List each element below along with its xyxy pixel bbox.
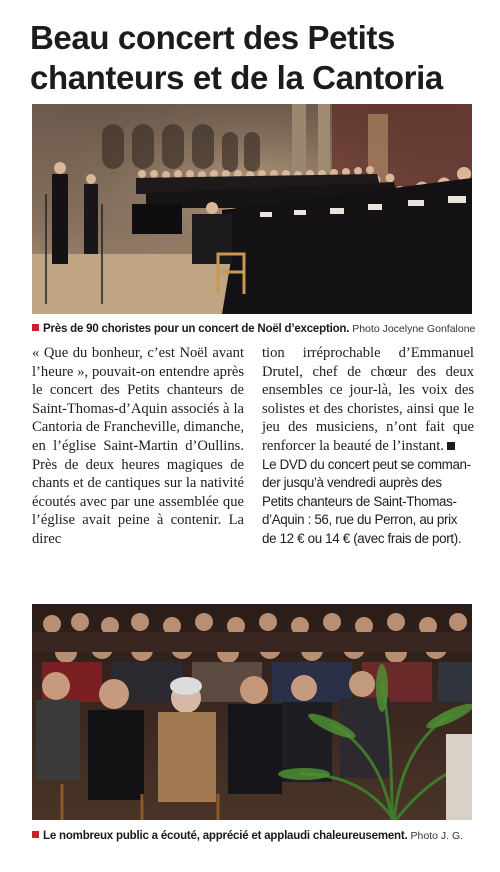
dvd-note: Le DVD du concert peut se commander jusqu’à vendredi auprès des Petits chanteurs de Saint-Thomas-d’Aquin : 56, rue du Perron, au prix de 12 € ou 14 € (avec frais de port). <box>262 456 472 546</box>
photo-caption-audience <box>32 829 477 843</box>
caption-text: Le nombreux public a écouté, apprécié et applaudi chaleureusement. <box>43 830 408 842</box>
headline-line-2: chanteurs et de la Cantoria <box>30 59 443 96</box>
article-column-right <box>262 344 474 549</box>
concert-photo <box>32 104 472 314</box>
headline-line-1: Beau concert des Petits <box>30 19 395 56</box>
article-column-left <box>32 344 244 549</box>
audience-photo <box>32 604 472 820</box>
caption-text: Près de 90 choristes pour un concert de Noël d’exception. <box>43 323 350 335</box>
photo-caption-concert <box>32 322 477 336</box>
headline <box>30 18 480 98</box>
article-body-text-continued: tion irréprochable d’Emmanuel Drutel, chef de chœur des deux ensembles ce jour-là, les voix des solistes et des choristes, ainsi que le jeu des musiciens, n’ont fait que renforcer la beauté de l’instant. <box>262 345 474 454</box>
caption-bullet-icon <box>32 324 39 331</box>
article-body-text: « Que du bonheur, c’est Noël avant l’heure », pouvait-on entendre après le concert des Petits chanteurs de Saint-Thomas-d’Aquin associés à la Cantoria de Francheville, dimanche, en l’église Saint-Martin d’Oullins. Près de deux heures magiques de chants et de cantiques sur la nativité écoutés avec par une assemblée que l’église avait peine à contenir. La direc <box>32 345 244 547</box>
article-end-icon <box>447 442 455 450</box>
photo-credit: Photo J. G. <box>410 830 464 842</box>
caption-bullet-icon <box>32 831 39 838</box>
photo-credit: Photo Jocelyne Gonfalone <box>352 323 476 335</box>
